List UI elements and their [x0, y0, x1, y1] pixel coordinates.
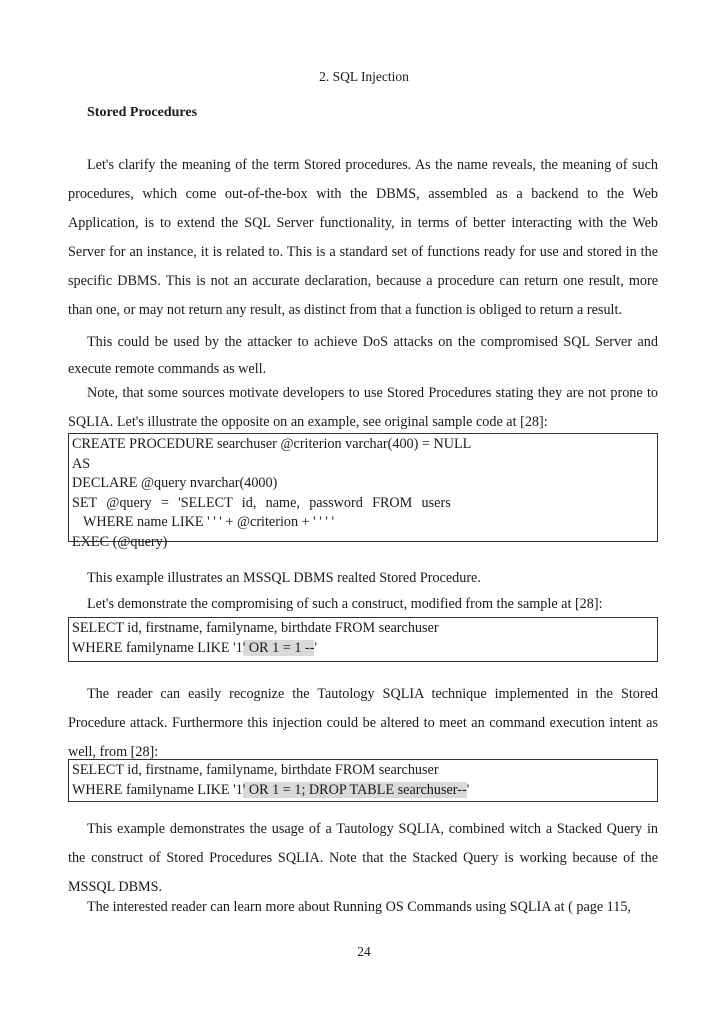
code-line: AS	[72, 455, 91, 472]
paragraph-mssql-example: This example illustrates an MSSQL DBMS realted Stored Procedure.	[87, 570, 481, 586]
code-text: WHERE familyname LIKE '1	[72, 639, 243, 656]
code-line: SELECT id, firstname, familyname, birthdate FROM searchuser	[72, 620, 439, 636]
code-block-tautology	[68, 617, 658, 662]
paragraph-stacked-query: This example demonstrates the usage of a Tautology SQLIA, combined witch a Stacked Query in the construct of Stored Procedures SQLIA. Note that the Stacked Query is working because of the MSSQL DBMS.	[68, 821, 658, 895]
code-text: '	[466, 781, 470, 798]
code-block-drop-table	[68, 759, 658, 802]
section-heading: Stored Procedures	[87, 105, 198, 120]
injected-payload-highlight: ' OR 1 = 1 --	[242, 639, 315, 656]
running-header: 2. SQL Injection	[319, 69, 409, 84]
code-line: DECLARE @query nvarchar(4000)	[72, 475, 278, 491]
paragraph-dos-attacks: This could be used by the attacker to achieve DoS attacks on the compromised SQL Server and execute remote commands as well.	[68, 334, 658, 377]
code-text: '	[314, 639, 317, 656]
code-line: WHERE name LIKE ' ' ' + @criterion + ' ' ' '	[83, 514, 335, 530]
code-line	[72, 639, 654, 659]
paragraph-sqlia-prone: Note, that some sources motivate developers to use Stored Procedures stating they are not prone to SQLIA. Let's illustrate the opposite on an example, see original sample code at [28]:	[68, 385, 658, 430]
code-line: EXEC (@query)	[72, 533, 168, 550]
code-line	[72, 781, 654, 801]
paragraph-compromising: Let's demonstrate the compromising of such a construct, modified from the sample at [28]:	[87, 596, 603, 612]
page-number: 24	[357, 944, 371, 959]
injected-payload-highlight: ' OR 1 = 1; DROP TABLE searchuser--	[242, 781, 467, 798]
paragraph-running-os-commands: The interested reader can learn more about Running OS Commands using SQLIA at ( page 115,	[87, 899, 631, 915]
code-line: SELECT id, firstname, familyname, birthdate FROM searchuser	[72, 762, 439, 778]
code-block-create-procedure	[68, 433, 658, 550]
paragraph-tautology-technique: The reader can easily recognize the Tautology SQLIA technique implemented in the Stored Procedure attack. Furthermore this injection could be altered to meet an command execution intent as well, from [28]:	[68, 686, 658, 760]
paragraph-stored-procedures-definition: Let's clarify the meaning of the term Stored procedures. As the name reveals, the meaning of such procedures, which come out-of-the-box with the DBMS, assembled as a backend to the Web Application, is to extend the SQL Server functionality, in terms of better interacting with the Web Server for an instance, it is related to. This is a standard set of functions ready for use and stored in the specific DBMS. This is not an accurate declaration, because a procedure can return one result, more than one, or may not return any result, as distinct from that a function is obliged to return a result.	[68, 157, 658, 318]
code-line: CREATE PROCEDURE searchuser @criterion varchar(400) = NULL	[72, 436, 472, 452]
code-line: SET @query = 'SELECT id, name, password FROM users	[72, 494, 451, 511]
code-text: WHERE familyname LIKE '1	[72, 781, 243, 798]
